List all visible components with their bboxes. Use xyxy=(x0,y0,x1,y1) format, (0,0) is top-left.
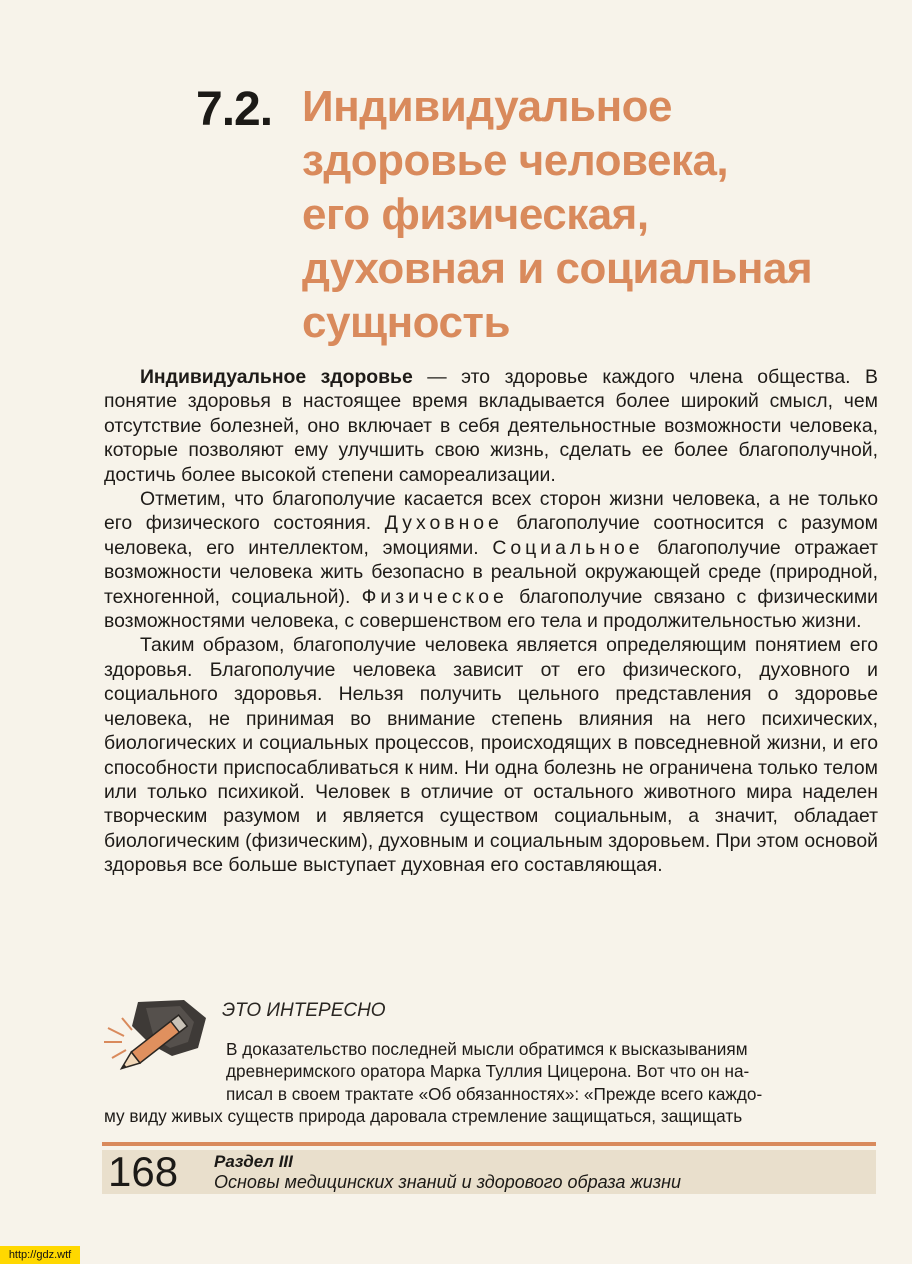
footer-divider xyxy=(102,1142,876,1146)
footer-section-title: Основы медицинских знаний и здорового образа жизни xyxy=(214,1172,682,1192)
paragraph-3: Таким образом, благополучие человека является определяющим понятием его здоровья. Благополучие человека зависит от его физического, духовного и социального здоровья. Нельзя получить цельного представления о здоровье человека, не принимая во внимание степень влияния на него психических, биологических и социальных процессов, происходящих в повседневной жизни, и его способности приспосабливаться к ним. Ни одна болезнь не ограничена только телом или только психикой. Человек в отличие от остального животного мира наделен творческим разумом и является существом социальным, а значит, обладает биологическим (физическим), духовным и социальным здоровьем. При этом основой здоровья все больше выступает духовная его составляющая. xyxy=(104,634,878,877)
title-line: здоровье человека, xyxy=(302,136,729,185)
interest-heading: ЭТО ИНТЕРЕСНО xyxy=(222,1000,386,1021)
interest-line: му виду живых существ природа даровала стремление защищаться, защищать xyxy=(104,1106,743,1127)
defined-term: Индивидуальное здоровье xyxy=(140,366,413,388)
watermark-link[interactable]: http://gdz.wtf xyxy=(0,1246,80,1264)
spaced-word: Физическое xyxy=(361,585,508,608)
title-line: сущность xyxy=(302,298,511,347)
spaced-word: Духовное xyxy=(384,512,503,535)
section-title xyxy=(302,80,892,350)
interest-line: древнеримского оратора Марка Туллия Цицерона. Вот что он на- xyxy=(226,1061,750,1082)
interest-line: В доказательство последней мысли обратимся к высказываниям xyxy=(226,1039,748,1059)
title-line: Индивидуальное xyxy=(302,82,673,131)
paragraph-1: Индивидуальное здоровье — это здоровье каждого члена общества. В понятие здоровья в настоящее время вкладывается более широкий смысл, чем отсутствие болезней, оно включает в себя деятельностные возможности человека, которые позволяют ему улучшить свою жизнь, сделать ее более благополучной, достичь более высокой степени самореализации. xyxy=(104,366,878,486)
section-number: 7.2. xyxy=(196,83,273,136)
title-line: его физическая, xyxy=(302,190,649,239)
interest-text xyxy=(104,1038,876,1128)
spaced-word: Социальное xyxy=(492,536,644,559)
footer-section-label: Раздел III xyxy=(214,1152,293,1171)
title-line: духовная и социальная xyxy=(302,244,813,293)
main-text xyxy=(104,365,878,878)
paragraph-2: Отметим, что благополучие касается всех сторон жизни человека, а не только его физического состояния. Духовное благополучие соотносится с разумом человека, его интеллектом, эмоциями. Социальное благополучие отражает возможности человека жить безопасно в реальной окружающей среде (природной, техногенной, социальной). Физическое благополучие связано с физическими возможностями человека, с совершенством его тела и продолжительностью жизни. xyxy=(104,488,878,633)
page-number: 168 xyxy=(108,1148,179,1195)
interest-line: писал в своем трактате «Об обязанностях»: «Прежде всего каждо- xyxy=(226,1083,763,1104)
